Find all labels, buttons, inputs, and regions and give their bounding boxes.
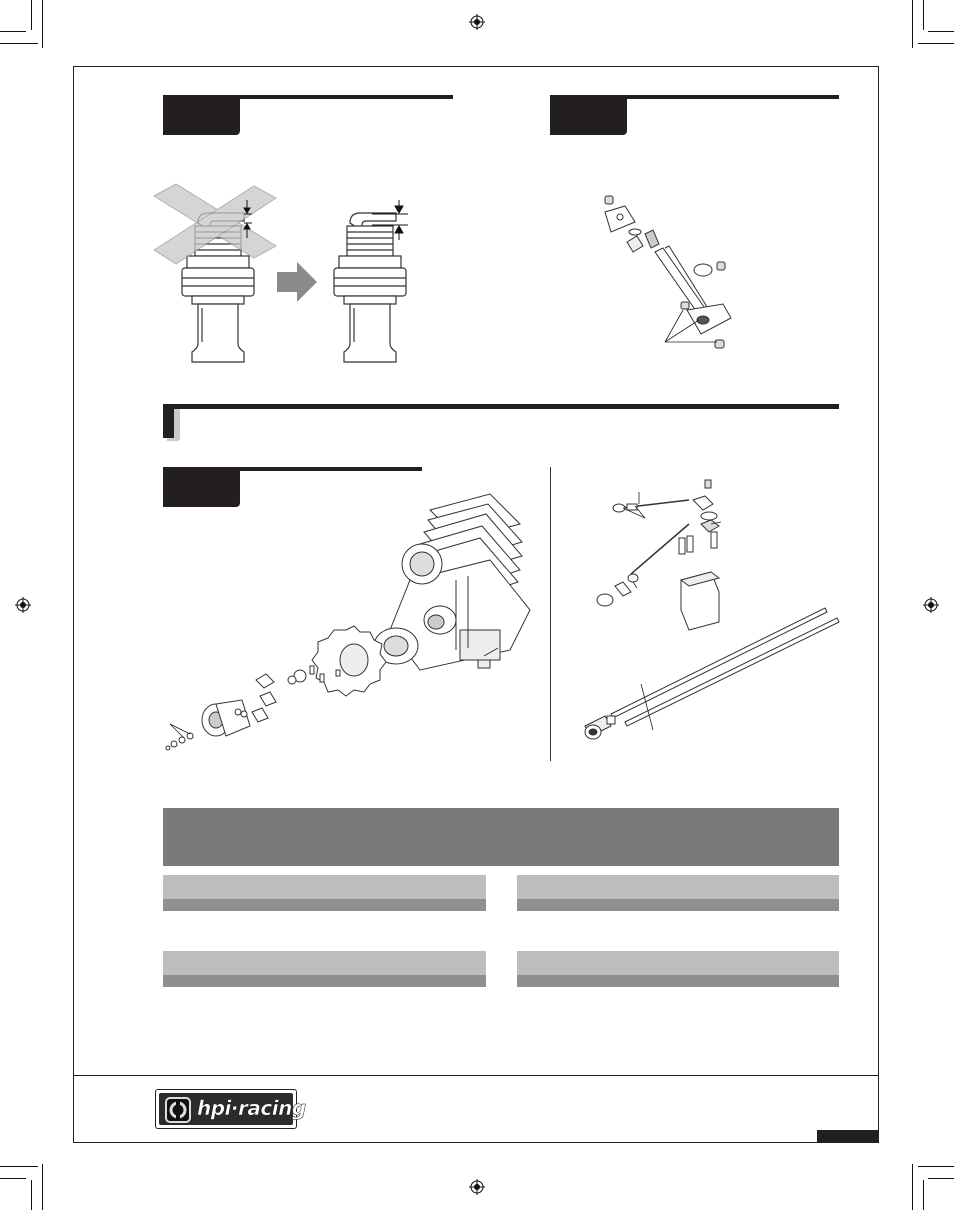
arrow-right-icon xyxy=(277,262,317,302)
info-panel-header xyxy=(163,808,839,866)
crop-mark-tr-h xyxy=(918,43,954,44)
crop-mark-bl-h2 xyxy=(0,1178,26,1179)
crop-mark-bl-h xyxy=(0,1166,38,1167)
crop-mark-tl-v xyxy=(42,0,43,48)
linkage-icon xyxy=(597,480,719,630)
shaft-assembly-icon xyxy=(605,196,731,348)
crop-mark-tl-v2 xyxy=(31,0,32,30)
info-panel-3-rule xyxy=(163,975,486,987)
step-rule-1 xyxy=(240,95,453,99)
info-panel-4-title xyxy=(517,951,839,975)
engine-clutch-figure xyxy=(160,480,540,760)
chapter-tab xyxy=(163,404,174,438)
step-tab-1 xyxy=(163,95,240,135)
crop-mark-tr-v xyxy=(912,0,913,48)
crop-mark-bl-v xyxy=(42,1164,43,1210)
registration-mark-icon xyxy=(469,14,485,30)
registration-mark-icon xyxy=(469,1179,485,1195)
crop-mark-bl-v2 xyxy=(31,1180,32,1210)
registration-mark-icon xyxy=(15,597,31,613)
page-number-tab xyxy=(817,1130,879,1143)
step-rule-2 xyxy=(627,95,839,99)
wrench-logo-icon xyxy=(165,1097,191,1123)
throttle-linkage-figure xyxy=(585,478,835,748)
info-panel-1-title xyxy=(163,875,486,899)
crop-mark-tr-h2 xyxy=(928,31,954,32)
crop-mark-br-h xyxy=(918,1166,954,1167)
crop-mark-tl-h xyxy=(0,43,38,44)
crop-mark-tr-v2 xyxy=(923,0,924,30)
info-panel-1-rule xyxy=(163,899,486,911)
pullstart-shaft-figure xyxy=(595,192,755,362)
crop-mark-br-h2 xyxy=(928,1178,954,1179)
info-panel-4-rule xyxy=(517,975,839,987)
rods-icon xyxy=(585,608,839,739)
crop-mark-br-v2 xyxy=(923,1180,924,1210)
column-divider xyxy=(550,467,551,761)
footer-rule xyxy=(74,1075,879,1076)
crop-mark-br-v xyxy=(912,1164,913,1210)
step-rule-3 xyxy=(240,467,422,471)
spark-plug-gap-figure xyxy=(140,178,420,378)
brand-logo-text: hpi·racing xyxy=(197,1096,306,1120)
info-panel-3-title xyxy=(163,951,486,975)
crop-mark-tl-h2 xyxy=(0,31,26,32)
registration-mark-icon xyxy=(923,597,939,613)
spark-plug-icon xyxy=(334,213,406,362)
info-panel-2-rule xyxy=(517,899,839,911)
step-tab-2 xyxy=(550,95,627,135)
chapter-rule xyxy=(163,404,839,409)
info-panel-2-title xyxy=(517,875,839,899)
brand-logo xyxy=(155,1089,306,1129)
